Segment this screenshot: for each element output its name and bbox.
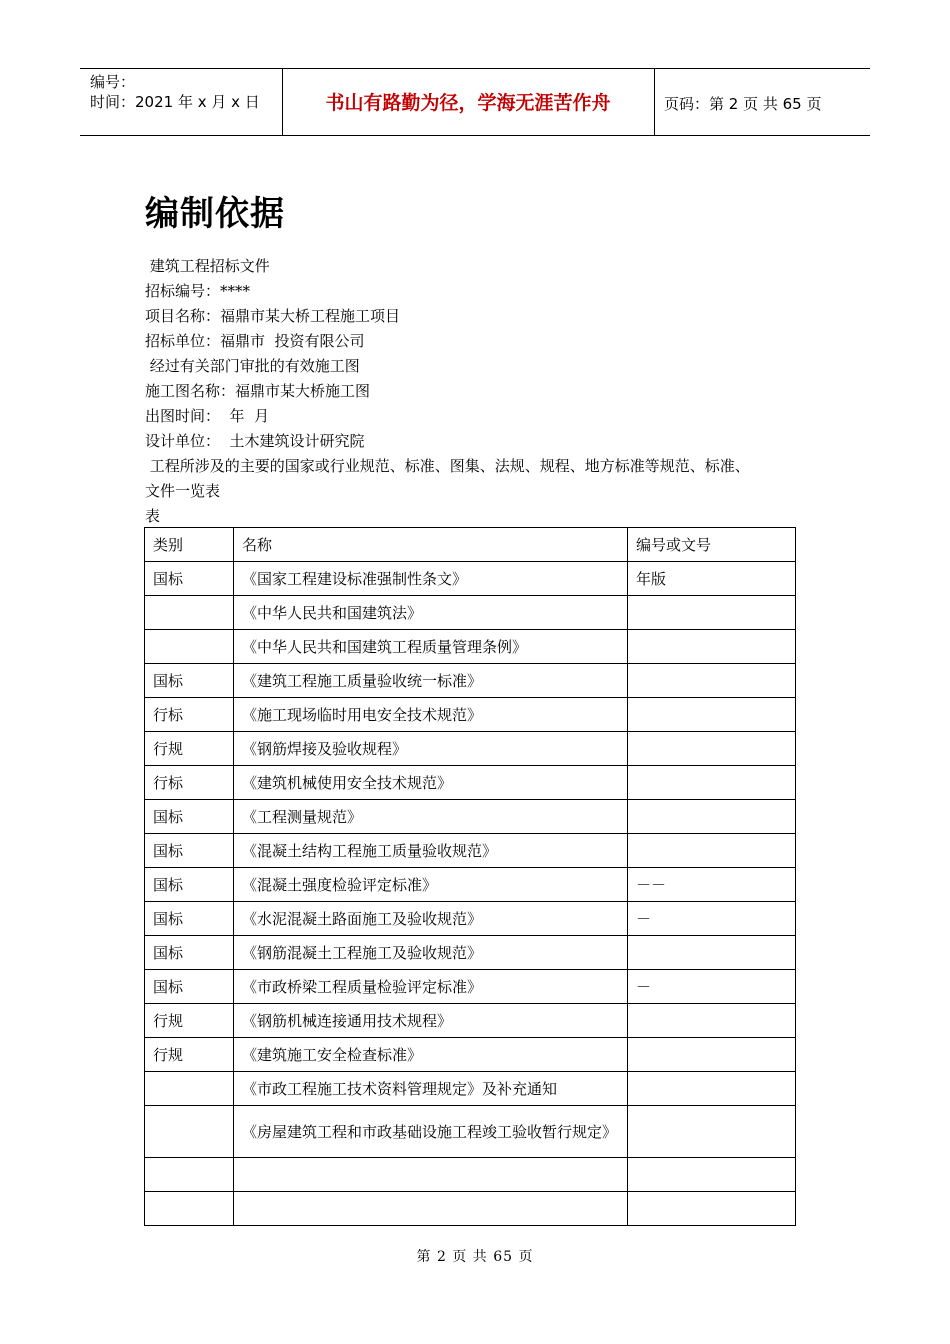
code-cell <box>628 936 796 970</box>
category-cell <box>145 1158 234 1192</box>
header-time: 时间：2021 年 x 月 x 日 <box>90 93 260 111</box>
table-row <box>145 1004 796 1038</box>
name-cell: 《市政桥梁工程质量检验评定标准》 <box>234 970 628 1004</box>
body-line: 招标编号：**** <box>145 282 251 300</box>
header-category: 类别 <box>145 528 234 562</box>
standards-table <box>144 527 796 1226</box>
table-row <box>145 970 796 1004</box>
header-page-number: 页码：第 2 页 共 65 页 <box>664 95 822 113</box>
category-cell <box>145 1072 234 1106</box>
header-top-rule <box>80 68 870 69</box>
name-cell: 《混凝土强度检验评定标准》 <box>234 868 628 902</box>
document-title: 编制依据 <box>145 194 285 234</box>
name-cell: 《施工现场临时用电安全技术规范》 <box>234 698 628 732</box>
name-cell: 《市政工程施工技术资料管理规定》及补充通知 <box>234 1072 628 1106</box>
body-line: 施工图名称：福鼎市某大桥施工图 <box>145 382 371 400</box>
category-cell: 行规 <box>145 732 234 766</box>
name-cell: 《建筑机械使用安全技术规范》 <box>234 766 628 800</box>
table-row <box>145 868 796 902</box>
table-row <box>145 1158 796 1192</box>
name-cell: 《建筑施工安全检查标准》 <box>234 1038 628 1072</box>
body-line: 经过有关部门审批的有效施工图 <box>145 357 360 375</box>
category-cell: 行标 <box>145 766 234 800</box>
category-cell <box>145 1106 234 1158</box>
name-cell <box>234 1192 628 1226</box>
body-line: 文件一览表 <box>145 482 221 500</box>
header-name: 名称 <box>234 528 628 562</box>
table-row <box>145 630 796 664</box>
code-cell <box>628 766 796 800</box>
category-cell: 国标 <box>145 970 234 1004</box>
table-row <box>145 1106 796 1158</box>
name-cell: 《钢筋混凝土工程施工及验收规范》 <box>234 936 628 970</box>
table-row <box>145 1072 796 1106</box>
code-cell <box>628 732 796 766</box>
code-cell <box>628 1038 796 1072</box>
table-row <box>145 732 796 766</box>
category-cell: 行标 <box>145 698 234 732</box>
name-cell: 《钢筋焊接及验收规程》 <box>234 732 628 766</box>
category-cell: 行规 <box>145 1038 234 1072</box>
table-row <box>145 834 796 868</box>
name-cell: 《工程测量规范》 <box>234 800 628 834</box>
code-cell <box>628 1158 796 1192</box>
body-line: 项目名称：福鼎市某大桥工程施工项目 <box>145 307 401 325</box>
table-row <box>145 936 796 970</box>
body-line: 建筑工程招标文件 <box>145 257 270 275</box>
body-text <box>145 254 825 529</box>
table-header-row <box>145 528 796 562</box>
name-cell <box>234 1158 628 1192</box>
code-cell: 年版 <box>628 562 796 596</box>
name-cell: 《水泥混凝土路面施工及验收规范》 <box>234 902 628 936</box>
page-footer: 第 2 页 共 65 页 <box>416 1249 534 1265</box>
name-cell: 《房屋建筑工程和市政基础设施工程竣工验收暂行规定》 <box>234 1106 628 1158</box>
name-cell: 《钢筋机械连接通用技术规程》 <box>234 1004 628 1038</box>
category-cell: 国标 <box>145 902 234 936</box>
table-row <box>145 902 796 936</box>
code-cell <box>628 664 796 698</box>
code-cell <box>628 698 796 732</box>
header-code: 编号或文号 <box>628 528 796 562</box>
code-cell <box>628 596 796 630</box>
header-meta <box>90 72 260 112</box>
category-cell: 国标 <box>145 664 234 698</box>
category-cell: 国标 <box>145 868 234 902</box>
category-cell: 国标 <box>145 562 234 596</box>
code-cell <box>628 800 796 834</box>
header-divider-right <box>654 68 655 135</box>
category-cell <box>145 596 234 630</box>
category-cell <box>145 630 234 664</box>
code-cell <box>628 1106 796 1158</box>
code-cell: －－ <box>628 868 796 902</box>
category-cell: 国标 <box>145 834 234 868</box>
table-row <box>145 1038 796 1072</box>
code-cell <box>628 1004 796 1038</box>
category-cell: 行规 <box>145 1004 234 1038</box>
category-cell: 国标 <box>145 936 234 970</box>
table-row <box>145 800 796 834</box>
table-row <box>145 664 796 698</box>
body-line: 招标单位：福鼎市 投资有限公司 <box>145 332 365 350</box>
body-line: 设计单位： 土木建筑设计研究院 <box>145 432 365 450</box>
header-number: 编号： <box>90 73 136 91</box>
code-cell: － <box>628 970 796 1004</box>
code-cell <box>628 834 796 868</box>
body-line: 工程所涉及的主要的国家或行业规范、标准、图集、法规、规程、地方标准等规范、标准、 <box>145 457 750 475</box>
category-cell <box>145 1192 234 1226</box>
body-line: 出图时间： 年 月 <box>145 407 270 425</box>
name-cell: 《国家工程建设标准强制性条文》 <box>234 562 628 596</box>
code-cell <box>628 1072 796 1106</box>
name-cell: 《中华人民共和国建筑工程质量管理条例》 <box>234 630 628 664</box>
table-row <box>145 596 796 630</box>
name-cell: 《混凝土结构工程施工质量验收规范》 <box>234 834 628 868</box>
code-cell <box>628 630 796 664</box>
table-row <box>145 1192 796 1226</box>
table-row <box>145 766 796 800</box>
name-cell: 《建筑工程施工质量验收统一标准》 <box>234 664 628 698</box>
table-row <box>145 698 796 732</box>
table-caption: 表 <box>145 507 161 525</box>
header-motto: 书山有路勤为径，学海无涯苦作舟 <box>325 92 611 114</box>
code-cell: － <box>628 902 796 936</box>
category-cell: 国标 <box>145 800 234 834</box>
name-cell: 《中华人民共和国建筑法》 <box>234 596 628 630</box>
table-row <box>145 562 796 596</box>
code-cell <box>628 1192 796 1226</box>
header-bottom-rule <box>80 135 870 136</box>
